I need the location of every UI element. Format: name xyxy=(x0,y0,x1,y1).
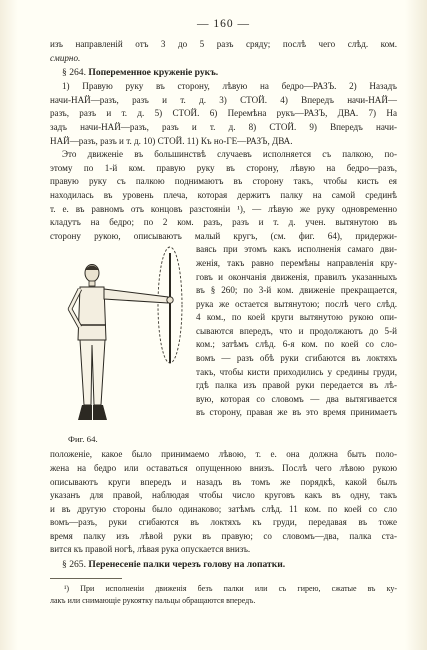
body-line: женія, такъ равно перемѣны направленія кру- xyxy=(196,257,397,268)
command-line: задъ начи-НАЙ—разъ, разъ и т. д. 8) СТОЙ. 9) Впередъ начи- xyxy=(50,121,397,132)
body-line: этому по 1-й ком. правую руку въ сторону, лѣвую на бедро—разъ, xyxy=(50,162,397,173)
section-title: Попеременное круженіе рукъ. xyxy=(88,67,219,79)
body-line: въ сторону, правая же въ это время принимаетъ xyxy=(196,407,397,418)
body-line: описываютъ круги впередъ и назадъ въ томъ же порядкѣ, какой былъ xyxy=(50,476,397,487)
body-line: вомъ — разъ обѣ руки сгибаются въ локтяхъ xyxy=(196,353,397,364)
section-title: Перенесеніе палки черезъ голову на лопатки. xyxy=(88,559,286,571)
body-line: гдѣ палка изъ правой руки передается въ лѣ- xyxy=(196,380,397,391)
command-line: 1) Правую руку въ сторону, лѣвую на бедро—РАЗЪ. 2) Назадъ xyxy=(62,81,397,92)
body-line: жена на бедро или оставаться опущенною внизъ. Послѣ чего лѣвою рукою xyxy=(50,462,397,473)
body-line: ком.; затѣмъ слѣд. 6-я ком. по коей со сло- xyxy=(196,339,397,350)
figure-block xyxy=(50,243,397,448)
body-line: положеніе, какое было принимаемо лѣвою, т. е. она должна быть поло- xyxy=(50,449,397,460)
body-line: находилась въ уровень плеча, которая держитъ палку на самой срединѣ xyxy=(50,189,397,200)
command-line: начи-НАЙ—разъ, разъ и т. д. 3) СТОЙ. 4) Впередъ начи-НАЙ— xyxy=(50,94,397,105)
body-line: кладутъ на бедро; по 2 ком. разъ, разъ и т. д. учен. вытянутою въ xyxy=(50,217,397,228)
body-line: и въ другую стороны было одинаково; затѣмъ слѣд. 11 ком. по коей со сло xyxy=(50,503,397,514)
figure-illustration xyxy=(60,245,188,433)
body-line: вомъ—разъ, руки сгибаются въ локтяхъ къ груди, передавая въ тоже xyxy=(50,517,397,528)
body-line: ваясь при этомъ какъ исполненія самаго дви- xyxy=(196,244,397,255)
body-line: правую руку съ палкою поднимаютъ въ сторону такъ, чтобы кисть ея xyxy=(50,176,397,187)
body-line: въ § 260; по 3-й ком. движеніе прекращается, xyxy=(196,285,397,296)
section-heading xyxy=(50,65,397,80)
body-line: вую, которая со словомъ — два вытягивается xyxy=(196,393,397,404)
body-line: рука же остается вытянутою; послѣ чего слѣд. xyxy=(196,298,397,309)
figure-caption: Фиг. 64. xyxy=(68,434,98,445)
footnote-line: ¹) При исполненіи движенія безъ палки или съ гирею, сжатые въ ку- xyxy=(64,584,397,594)
footnote-divider xyxy=(50,578,122,579)
footnote-line: лакъ или снимающіе рукоятку пальцы обращаются впередъ. xyxy=(50,595,256,605)
body-line: указанъ для правой, наблюдая чтобы число круговъ какъ въ одну, такъ xyxy=(50,490,397,501)
body-line: Это движеніе въ большинствѣ случаевъ исполняется съ палкою, по- xyxy=(62,149,397,160)
section-number: § 264. xyxy=(62,67,86,79)
body-line: 4 ком., по коей круги вытянутою рукою опи- xyxy=(196,312,397,323)
text-beside-figure xyxy=(196,243,397,420)
body-line: сываются впередъ, что и продолжаютъ до 5-й xyxy=(196,325,397,336)
page-content xyxy=(50,18,397,606)
text-line: изъ направленій отъ 3 до 5 разъ сряду; послѣ чего слѣд. ком. xyxy=(50,39,397,49)
command-line: НАЙ—разъ, разъ и т. д. 10) СТОЙ. 11) Къ но-ГЕ—РАЗЪ, ДВА. xyxy=(50,135,293,146)
figure-64 xyxy=(50,243,192,448)
body-line: сторону рукою, описываютъ малый кругъ, (см. фиг. 64), придержи- xyxy=(50,230,397,241)
body-line: вится къ правой ногѣ, лѣвая рука опускается внизъ. xyxy=(50,544,251,555)
page-number: — 160 — xyxy=(197,18,250,30)
body-line: говъ и окончанія движенія, правилъ указанныхъ xyxy=(196,271,397,282)
section-number: § 265. xyxy=(62,559,86,571)
body-line: такъ, чтобы кисти приходились у средины груди, xyxy=(196,366,397,377)
text-line: смирно. xyxy=(50,52,81,63)
body-line: время палку изъ лѣвой руки въ правую; со словомъ—два, палка ста- xyxy=(50,530,397,541)
section-heading xyxy=(50,557,397,572)
body-line: т. е. въ равномъ отъ концовъ разстояніи ¹), — лѣвую же руку одновременно xyxy=(50,203,397,214)
command-line: разъ, разъ и т. д. 5) СТОЙ. 6) Перемѣна рукъ—РАЗЪ, ДВА. 7) На xyxy=(50,108,397,119)
